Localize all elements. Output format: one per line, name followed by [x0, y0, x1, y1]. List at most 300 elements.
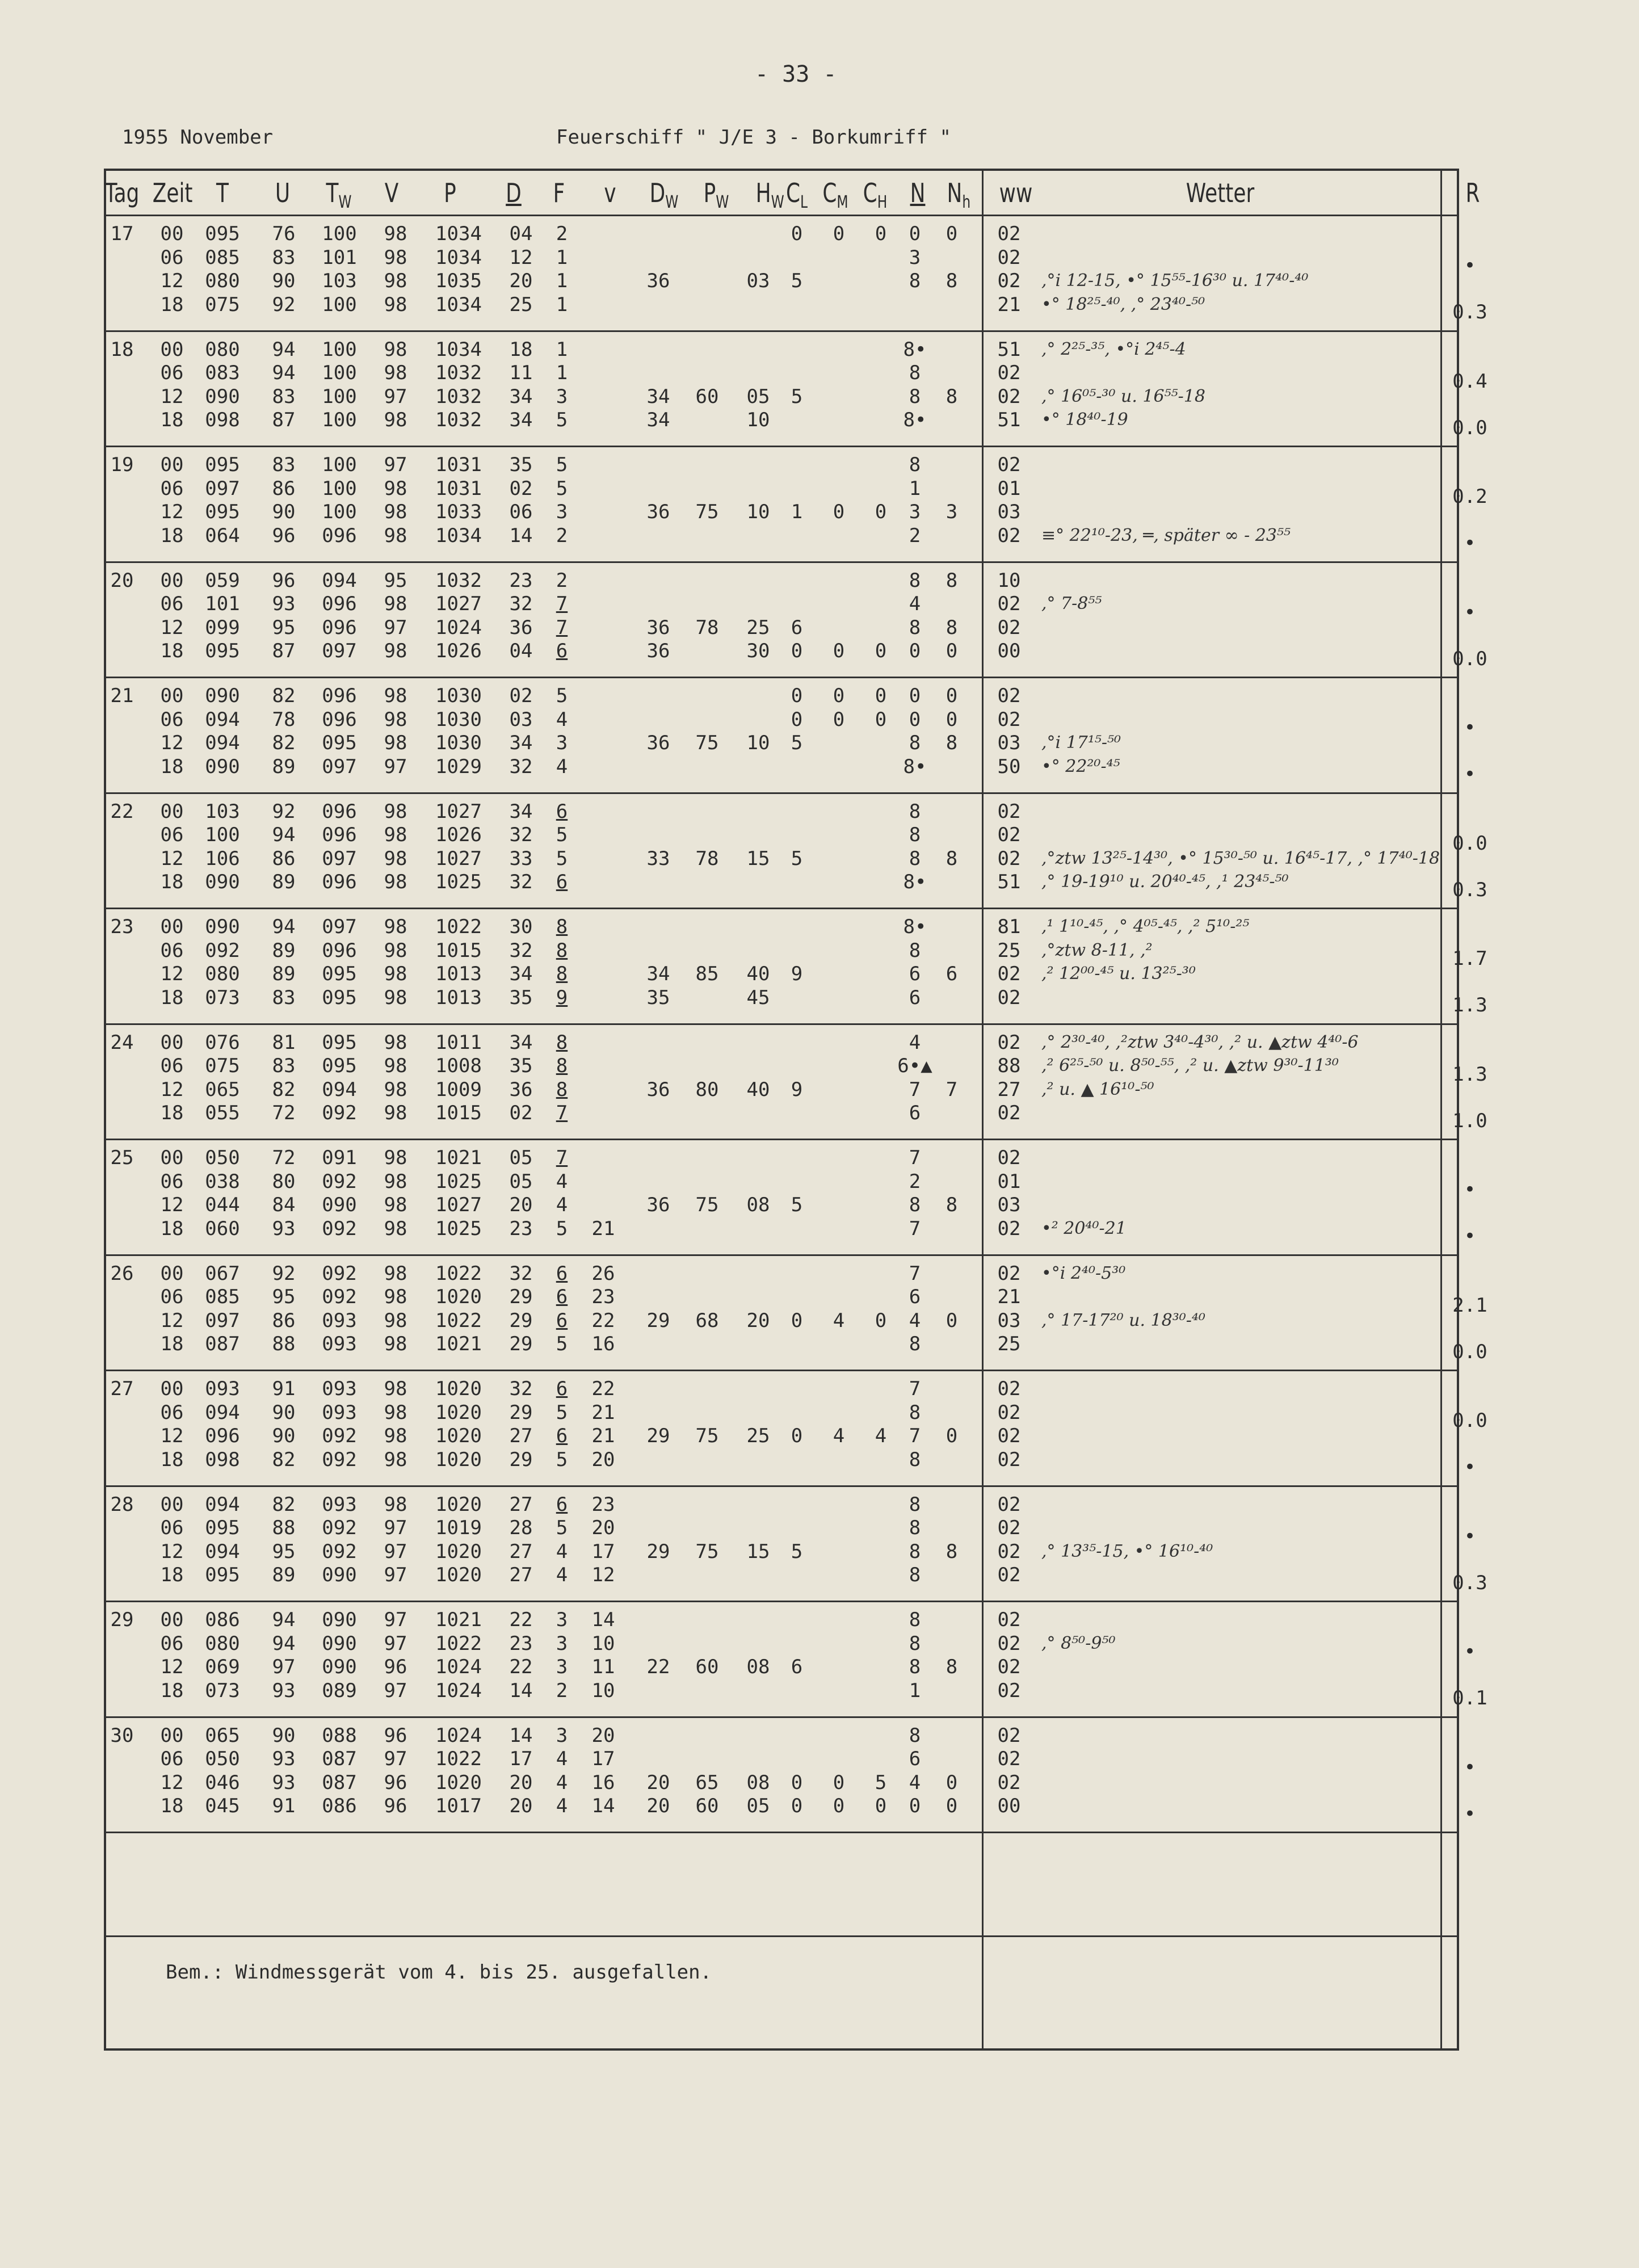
cell-u: 82 — [272, 684, 296, 707]
cell-v: 96 — [384, 1656, 407, 1678]
cell-zeit: 18 — [160, 1795, 184, 1817]
cell-d: 32 — [509, 1377, 533, 1400]
cell-t: 095 — [205, 453, 240, 476]
cell-v: 97 — [384, 1517, 407, 1539]
cell-nh: 8 — [945, 1194, 958, 1216]
cell-v: 97 — [384, 385, 407, 408]
cell-tw: 096 — [322, 616, 357, 639]
cell-zeit: 06 — [160, 1748, 184, 1770]
cell-ww: 81 — [997, 915, 1021, 938]
cell-u: 93 — [272, 1771, 296, 1794]
cell-v: 98 — [384, 270, 407, 292]
cell-v: 20 — [591, 1448, 615, 1471]
cell-n: 8 — [909, 1333, 921, 1355]
precipitation-value: • — [1464, 1456, 1476, 1479]
column-header: $P_W$ — [703, 178, 729, 213]
cell-v: 98 — [384, 338, 407, 361]
cell-zeit: 00 — [160, 1146, 184, 1169]
cell-t: 094 — [205, 708, 240, 731]
cell-v: 98 — [384, 963, 407, 985]
cell-ww: 01 — [997, 1170, 1021, 1193]
cell-p: 1021 — [435, 1146, 482, 1169]
column-header: U — [275, 178, 291, 208]
cell-n: 4 — [909, 1771, 921, 1794]
cell-hw: 10 — [746, 501, 770, 523]
cell-n: 8 — [909, 270, 921, 292]
cell-tw: 096 — [322, 800, 357, 823]
cell-f: 4 — [556, 1540, 568, 1563]
cell-t: 090 — [205, 871, 240, 893]
cell-ww: 02 — [997, 824, 1021, 846]
cell-dw: 34 — [646, 409, 670, 431]
cell-p: 1032 — [435, 385, 482, 408]
cell-u: 94 — [272, 362, 296, 384]
cell-dw: 36 — [646, 616, 670, 639]
cell-tw: 087 — [322, 1771, 357, 1794]
cell-cm: 0 — [833, 222, 845, 245]
cell-p: 1030 — [435, 732, 482, 754]
cell-tw: 093 — [322, 1401, 357, 1424]
cell-f: 1 — [556, 338, 568, 361]
cell-p: 1026 — [435, 640, 482, 662]
cell-tw: 095 — [322, 1055, 357, 1077]
cell-zeit: 12 — [160, 616, 184, 639]
cell-p: 1032 — [435, 409, 482, 431]
cell-tw: 097 — [322, 915, 357, 938]
cell-cm: 0 — [833, 684, 845, 707]
cell-u: 95 — [272, 616, 296, 639]
cell-f: 6 — [556, 640, 568, 662]
cell-ww: 02 — [997, 1493, 1021, 1516]
cell-n: 6 — [909, 963, 921, 985]
cell-zeit: 12 — [160, 1425, 184, 1447]
cell-d: 22 — [509, 1656, 533, 1678]
cell-v: 98 — [384, 732, 407, 754]
cell-v: 98 — [384, 1170, 407, 1193]
cell-n: 6 — [909, 1748, 921, 1770]
cell-pw: 75 — [695, 1425, 719, 1447]
cell-nh: 8 — [945, 1540, 958, 1563]
cell-tw: 100 — [322, 477, 357, 500]
cell-n: 8 — [909, 1724, 921, 1747]
cell-tw: 092 — [322, 1425, 357, 1447]
cell-n: 7 — [909, 1146, 921, 1169]
cell-v: 22 — [591, 1377, 615, 1400]
cell-v: 98 — [384, 593, 407, 615]
cell-n: 8 — [909, 1608, 921, 1631]
precipitation-value: • — [1464, 1755, 1476, 1779]
cell-u: 83 — [272, 986, 296, 1009]
cell-cl: 6 — [791, 616, 803, 639]
cell-f: 1 — [556, 362, 568, 384]
cell-t: 085 — [205, 1286, 240, 1308]
cell-zeit: 06 — [160, 1286, 184, 1308]
day-number: 17 — [110, 222, 134, 245]
cell-t: 059 — [205, 569, 240, 592]
cell-f: 4 — [556, 1564, 568, 1586]
cell-ww: 02 — [997, 986, 1021, 1009]
cell-v: 11 — [591, 1656, 615, 1678]
grid-line — [106, 446, 1457, 447]
weather-note: ,° 8⁵⁰-9⁵⁰ — [1041, 1633, 1116, 1653]
cell-u: 83 — [272, 453, 296, 476]
cell-ww: 03 — [997, 732, 1021, 754]
column-header: Zeit — [152, 178, 193, 208]
cell-hw: 05 — [746, 385, 770, 408]
cell-p: 1022 — [435, 1309, 482, 1332]
cell-u: 72 — [272, 1102, 296, 1124]
cell-u: 84 — [272, 1194, 296, 1216]
cell-p: 1022 — [435, 1262, 482, 1285]
day-number: 23 — [110, 915, 134, 938]
cell-n: 7 — [909, 1217, 921, 1240]
cell-nh: 0 — [945, 1771, 958, 1794]
cell-t: 095 — [205, 1564, 240, 1586]
cell-t: 064 — [205, 524, 240, 547]
cell-f: 6 — [556, 871, 568, 893]
cell-u: 72 — [272, 1146, 296, 1169]
cell-ww: 00 — [997, 1795, 1021, 1817]
cell-ww: 02 — [997, 1540, 1021, 1563]
cell-d: 27 — [509, 1540, 533, 1563]
cell-u: 89 — [272, 963, 296, 985]
grid-line — [106, 1139, 1457, 1140]
cell-zeit: 18 — [160, 1217, 184, 1240]
cell-ww: 02 — [997, 1262, 1021, 1285]
cell-ww: 01 — [997, 477, 1021, 500]
cell-u: 92 — [272, 293, 296, 316]
cell-v: 98 — [384, 1031, 407, 1054]
header-date: 1955 November — [122, 126, 274, 149]
precipitation-value: 0.0 — [1452, 647, 1487, 670]
cell-v: 98 — [384, 1055, 407, 1077]
cell-ww: 10 — [997, 569, 1021, 592]
cell-v: 97 — [384, 1540, 407, 1563]
cell-dw: 22 — [646, 1656, 670, 1678]
cell-t: 080 — [205, 338, 240, 361]
cell-v: 98 — [384, 800, 407, 823]
cell-t: 075 — [205, 1055, 240, 1077]
cell-t: 090 — [205, 684, 240, 707]
cell-f: 5 — [556, 1401, 568, 1424]
cell-ch: 0 — [875, 1309, 887, 1332]
cell-tw: 092 — [322, 1540, 357, 1563]
cell-n: 6 — [909, 1286, 921, 1308]
cell-zeit: 00 — [160, 800, 184, 823]
cell-d: 27 — [509, 1493, 533, 1516]
cell-n: 8 — [909, 453, 921, 476]
cell-ww: 02 — [997, 616, 1021, 639]
cell-n: 8• — [903, 338, 927, 361]
cell-tw: 096 — [322, 593, 357, 615]
cell-n: 4 — [909, 593, 921, 615]
cell-zeit: 06 — [160, 1401, 184, 1424]
precipitation-value: 1.7 — [1452, 947, 1487, 970]
cell-ww: 03 — [997, 501, 1021, 523]
cell-u: 82 — [272, 1493, 296, 1516]
cell-ww: 51 — [997, 409, 1021, 431]
cell-pw: 75 — [695, 501, 719, 523]
cell-p: 1026 — [435, 824, 482, 846]
cell-p: 1024 — [435, 1679, 482, 1702]
cell-u: 80 — [272, 1170, 296, 1193]
cell-ww: 02 — [997, 1679, 1021, 1702]
cell-d: 18 — [509, 338, 533, 361]
cell-v: 98 — [384, 708, 407, 731]
cell-tw: 092 — [322, 1262, 357, 1285]
weather-note: ,°i 17¹⁵-⁵⁰ — [1041, 733, 1121, 753]
cell-u: 93 — [272, 1679, 296, 1702]
cell-nh: 0 — [945, 684, 958, 707]
cell-tw: 090 — [322, 1656, 357, 1678]
cell-v: 98 — [384, 293, 407, 316]
precipitation-value: 2.1 — [1452, 1293, 1487, 1317]
cell-t: 093 — [205, 1377, 240, 1400]
cell-d: 35 — [509, 1055, 533, 1077]
cell-cl: 0 — [791, 708, 803, 731]
cell-n: 8• — [903, 755, 927, 778]
cell-v: 97 — [384, 1564, 407, 1586]
cell-p: 1008 — [435, 1055, 482, 1077]
weather-note: ,°i 12-15, •° 15⁵⁵-16³⁰ u. 17⁴⁰-⁴⁰ — [1041, 271, 1309, 291]
cell-zeit: 00 — [160, 338, 184, 361]
cell-cm: 4 — [833, 1425, 845, 1447]
cell-cl: 5 — [791, 847, 803, 870]
cell-d: 27 — [509, 1564, 533, 1586]
cell-f: 3 — [556, 1724, 568, 1747]
column-header: $C_H$ — [863, 178, 888, 213]
cell-ww: 51 — [997, 871, 1021, 893]
grid-line — [106, 561, 1457, 563]
cell-zeit: 06 — [160, 246, 184, 269]
cell-p: 1020 — [435, 1771, 482, 1794]
remark-note: Bem.: Windmessgerät vom 4. bis 25. ausgefallen. — [166, 1961, 712, 1984]
precipitation-value: • — [1464, 716, 1476, 739]
cell-zeit: 12 — [160, 1194, 184, 1216]
cell-zeit: 00 — [160, 1262, 184, 1285]
cell-v: 95 — [384, 569, 407, 592]
cell-tw: 094 — [322, 1078, 357, 1101]
cell-t: 046 — [205, 1771, 240, 1794]
cell-hw: 08 — [746, 1194, 770, 1216]
cell-tw: 100 — [322, 453, 357, 476]
cell-d: 02 — [509, 477, 533, 500]
cell-u: 93 — [272, 1217, 296, 1240]
cell-p: 1027 — [435, 593, 482, 615]
column-header: $H_W$ — [755, 178, 784, 213]
cell-f: 2 — [556, 569, 568, 592]
cell-d: 32 — [509, 1262, 533, 1285]
cell-n: 0 — [909, 640, 921, 662]
cell-zeit: 18 — [160, 755, 184, 778]
cell-v: 23 — [591, 1286, 615, 1308]
cell-v: 16 — [591, 1333, 615, 1355]
cell-u: 90 — [272, 501, 296, 523]
cell-zeit: 18 — [160, 409, 184, 431]
cell-f: 6 — [556, 1493, 568, 1516]
cell-u: 95 — [272, 1540, 296, 1563]
weather-note: ,² u. ▲ 16¹⁰-⁵⁰ — [1041, 1079, 1154, 1099]
cell-t: 103 — [205, 800, 240, 823]
cell-u: 86 — [272, 847, 296, 870]
cell-zeit: 06 — [160, 824, 184, 846]
cell-dw: 36 — [646, 1194, 670, 1216]
cell-u: 78 — [272, 708, 296, 731]
cell-p: 1027 — [435, 847, 482, 870]
cell-p: 1032 — [435, 362, 482, 384]
cell-ww: 02 — [997, 1425, 1021, 1447]
cell-n: 7 — [909, 1078, 921, 1101]
cell-d: 34 — [509, 385, 533, 408]
cell-d: 11 — [509, 362, 533, 384]
cell-zeit: 18 — [160, 640, 184, 662]
cell-v: 22 — [591, 1309, 615, 1332]
cell-ch: 0 — [875, 222, 887, 245]
cell-f: 5 — [556, 824, 568, 846]
column-header: P — [444, 178, 456, 208]
cell-d: 34 — [509, 732, 533, 754]
cell-dw: 36 — [646, 640, 670, 662]
cell-nh: 0 — [945, 1425, 958, 1447]
cell-t: 094 — [205, 1540, 240, 1563]
cell-t: 080 — [205, 270, 240, 292]
cell-tw: 103 — [322, 270, 357, 292]
cell-t: 065 — [205, 1078, 240, 1101]
grid-line — [106, 792, 1457, 794]
day-number: 18 — [110, 338, 134, 361]
cell-zeit: 06 — [160, 362, 184, 384]
cell-v: 16 — [591, 1771, 615, 1794]
cell-tw: 100 — [322, 293, 357, 316]
cell-f: 4 — [556, 1748, 568, 1770]
cell-d: 05 — [509, 1146, 533, 1169]
cell-ch: 4 — [875, 1425, 887, 1447]
cell-t: 087 — [205, 1333, 240, 1355]
cell-zeit: 06 — [160, 708, 184, 731]
cell-cl: 0 — [791, 222, 803, 245]
column-header: $T_W$ — [326, 178, 352, 213]
cell-t: 055 — [205, 1102, 240, 1124]
day-number: 29 — [110, 1608, 134, 1631]
cell-p: 1034 — [435, 338, 482, 361]
cell-ww: 02 — [997, 1031, 1021, 1054]
cell-v: 21 — [591, 1425, 615, 1447]
cell-n: 8 — [909, 569, 921, 592]
cell-d: 02 — [509, 1102, 533, 1124]
cell-ww: 02 — [997, 1517, 1021, 1539]
cell-u: 88 — [272, 1333, 296, 1355]
cell-v: 97 — [384, 1608, 407, 1631]
cell-tw: 093 — [322, 1333, 357, 1355]
cell-v: 98 — [384, 1194, 407, 1216]
cell-d: 20 — [509, 1771, 533, 1794]
cell-p: 1020 — [435, 1493, 482, 1516]
cell-hw: 15 — [746, 847, 770, 870]
cell-f: 4 — [556, 1771, 568, 1794]
cell-t: 094 — [205, 1493, 240, 1516]
cell-p: 1022 — [435, 1632, 482, 1655]
cell-p: 1009 — [435, 1078, 482, 1101]
day-number: 20 — [110, 569, 134, 592]
cell-ww: 02 — [997, 1102, 1021, 1124]
precipitation-value: • — [1464, 1640, 1476, 1663]
day-number: 19 — [110, 453, 134, 476]
precipitation-value: • — [1464, 600, 1476, 624]
cell-n: 7 — [909, 1377, 921, 1400]
cell-u: 83 — [272, 246, 296, 269]
cell-pw: 65 — [695, 1771, 719, 1794]
cell-tw: 097 — [322, 640, 357, 662]
weather-table-frame — [104, 169, 1459, 2051]
cell-cl: 5 — [791, 1540, 803, 1563]
cell-f: 3 — [556, 732, 568, 754]
weather-note: •° 18²⁵-⁴⁰, ,° 23⁴⁰-⁵⁰ — [1041, 294, 1205, 314]
cell-tw: 096 — [322, 524, 357, 547]
cell-cl: 0 — [791, 1771, 803, 1794]
cell-d: 33 — [509, 847, 533, 870]
cell-zeit: 12 — [160, 1078, 184, 1101]
cell-p: 1030 — [435, 708, 482, 731]
cell-zeit: 06 — [160, 1055, 184, 1077]
grid-line — [106, 1935, 1457, 1937]
cell-p: 1031 — [435, 453, 482, 476]
cell-n: 7 — [909, 1425, 921, 1447]
cell-u: 96 — [272, 524, 296, 547]
cell-t: 092 — [205, 939, 240, 962]
cell-ch: 0 — [875, 1795, 887, 1817]
cell-f: 4 — [556, 1170, 568, 1193]
cell-u: 91 — [272, 1795, 296, 1817]
weather-note: •° 22²⁰-⁴⁵ — [1041, 756, 1120, 776]
cell-zeit: 12 — [160, 847, 184, 870]
cell-t: 044 — [205, 1194, 240, 1216]
cell-tw: 093 — [322, 1493, 357, 1516]
cell-ww: 02 — [997, 246, 1021, 269]
cell-n: 1 — [909, 1679, 921, 1702]
cell-tw: 101 — [322, 246, 357, 269]
day-number: 30 — [110, 1724, 134, 1747]
precipitation-value: 0.3 — [1452, 301, 1487, 324]
cell-v: 98 — [384, 1286, 407, 1308]
cell-v: 98 — [384, 1425, 407, 1447]
cell-cl: 0 — [791, 1795, 803, 1817]
cell-ww: 21 — [997, 1286, 1021, 1308]
cell-cl: 5 — [791, 270, 803, 292]
precipitation-value: 0.3 — [1452, 1571, 1487, 1594]
cell-d: 06 — [509, 501, 533, 523]
cell-u: 89 — [272, 871, 296, 893]
cell-p: 1034 — [435, 222, 482, 245]
cell-v: 97 — [384, 755, 407, 778]
cell-zeit: 06 — [160, 593, 184, 615]
grid-line — [106, 1716, 1457, 1718]
cell-ww: 02 — [997, 524, 1021, 547]
cell-d: 32 — [509, 755, 533, 778]
column-header: Wetter — [1186, 178, 1255, 208]
cell-dw: 29 — [646, 1425, 670, 1447]
cell-d: 36 — [509, 616, 533, 639]
precipitation-value: 1.3 — [1452, 994, 1487, 1017]
cell-v: 14 — [591, 1608, 615, 1631]
cell-d: 23 — [509, 1217, 533, 1240]
cell-f: 3 — [556, 385, 568, 408]
cell-f: 6 — [556, 1377, 568, 1400]
cell-u: 94 — [272, 1608, 296, 1631]
cell-p: 1020 — [435, 1401, 482, 1424]
cell-u: 94 — [272, 338, 296, 361]
cell-p: 1034 — [435, 246, 482, 269]
cell-tw: 086 — [322, 1795, 357, 1817]
